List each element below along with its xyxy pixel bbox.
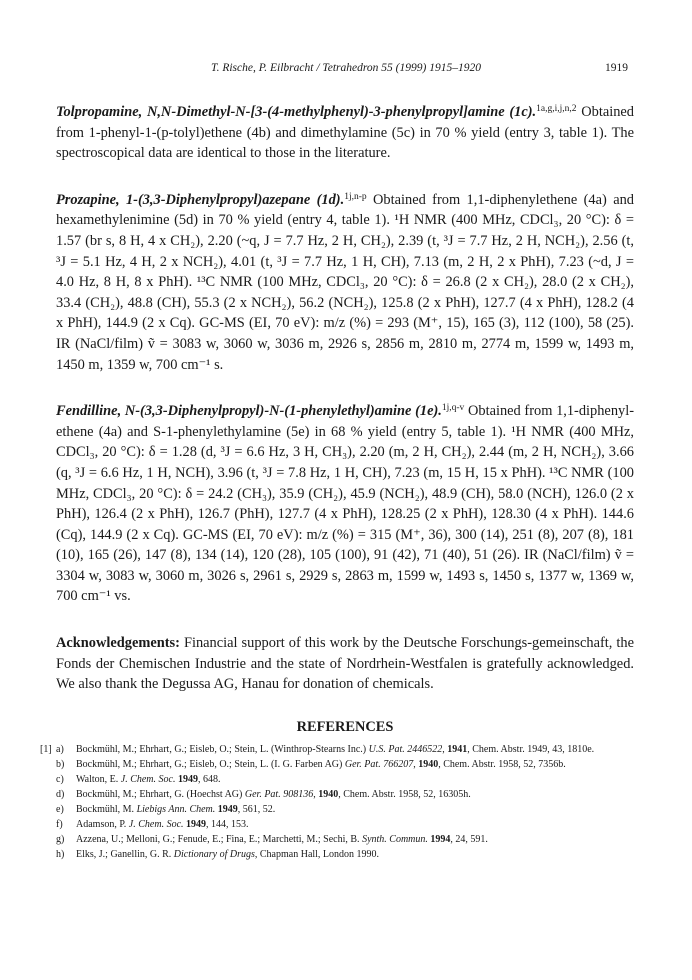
compound-text: Obtained from 1-phenyl-1-(p-tolyl)ethene (4b) and dimethylamine (5c) in 70 % yield (entry 3, table 1). The spectroscopical data are identical to those in the literature. — [56, 104, 634, 162]
compound-paragraph-tolpropamine — [56, 102, 634, 164]
reference-list — [40, 742, 634, 862]
compound-refs: 1a,g,i,j,n,2 — [536, 104, 577, 114]
page-number: 1919 — [605, 62, 628, 74]
reference-item: b) Bockmühl, M.; Ehrhart, G.; Eisleb, O.; Stein, L. (I. G. Farben AG) Ger. Pat. 766207, 1940, Chem. Abstr. 1958, 52, 7356b. — [56, 758, 566, 770]
acknowledgements-paragraph — [56, 633, 634, 695]
acknowledgements-label: Acknowledgements: — [56, 635, 180, 652]
page-header — [0, 62, 692, 78]
compound-paragraph-prozapine — [56, 190, 634, 375]
reference-number: [1] — [40, 743, 52, 755]
running-title: T. Rische, P. Eilbracht / Tetrahedron 55 (1999) 1915–1920 — [211, 62, 481, 74]
acknowledgements-text: Financial support of this work by the Deutsche Forschungs-gemeinschaft, the Fonds der Chemischen Industrie and the state of Nordrhein-Westfalen is gratefully acknowledged. We also thank the Degussa AG, Hanau for donation of chemicals. — [56, 635, 634, 693]
compound-refs: 1j,n-p — [344, 191, 367, 202]
article-body — [40, 102, 634, 862]
compound-title: Fendilline, N-(3,3-Diphenylpropyl)-N-(1-phenylethyl)amine (1e). — [56, 403, 442, 420]
reference-item: d) Bockmühl, M.; Ehrhart, G. (Hoechst AG) Ger. Pat. 908136, 1940, Chem. Abstr. 1958, 52, 16305h. — [56, 788, 471, 800]
compound-paragraph-fendilline — [56, 401, 634, 607]
compound-title: Tolpropamine, N,N-Dimethyl-N-[3-(4-methylphenyl)-3-phenylpropyl]amine (1c). — [56, 104, 537, 120]
compound-text: Obtained from 1,1-diphenylethene (4a) and hexamethylenimine (5d) in 70 % yield (entry 4, table 1). ¹H NMR (400 MHz, CDCl₃, 20 °C): δ = 1.57 (br s, 8 H, 4 x CH₂), 2.20 (~q, J = 7.7 Hz, 2 H, CH₂), 2.39 (t, ³J = 7.7 Hz, 2 H, NCH₂), 2.56 (t, ³J = 5.1 Hz, 4 H, 2 x NCH₂), 4.01 (t, ³J = 7.7 Hz, 1 H, CH), 7.13 (m, 2 H, 2 x PhH), 7.23 (~d, J = 4.0 Hz, 8 H, 8 x PhH). ¹³C NMR (100 MHz, CDCl₃, 20 °C): δ = 26.8 (2 x CH₂), 28.0 (2 x CH₂), 33.4 (CH₂), 48.8 (CH), 55.3 (2 x NCH₂), 56.2 (NCH₂), 125.8 (2 x PhH), 127.7 (4 x PhH), 128.2 (4 x PhH), 144.9 (2 x Cq). GC-MS (EI, 70 eV): m/z (%) = 293 (M⁺, 15), 165 (3), 112 (100), 58 (25). IR (NaCl/film) ṽ = 3083 w, 3060 w, 3036 m, 2926 s, 2856 m, 2810 m, 2774 m, 1599 w, 1493 m, 1450 m, 1359 w, 700 cm⁻¹ s. — [56, 191, 634, 373]
reference-item: g) Azzena, U.; Melloni, G.; Fenude, E.; Fina, E.; Marchetti, M.; Sechi, B. Synth. Commun. 1994, 24, 591. — [56, 833, 488, 845]
reference-item: a) Bockmühl, M.; Ehrhart, G.; Eisleb, O.; Stein, L. (Winthrop-Stearns Inc.) U.S. Pat. 2446522, 1941, Chem. Abstr. 1949, 43, 1810e. — [56, 743, 595, 755]
reference-item: h) Elks, J.; Ganellin, G. R. Dictionary of Drugs, Chapman Hall, London 1990. — [56, 848, 380, 860]
references-heading: REFERENCES — [296, 718, 394, 735]
reference-item: f) Adamson, P. J. Chem. Soc. 1949, 144, 153. — [56, 818, 249, 830]
reference-item: e) Bockmühl, M. Liebigs Ann. Chem. 1949, 561, 52. — [56, 803, 276, 815]
compound-text: Obtained from 1,1-diphenyl-ethene (4a) and S-1-phenylethylamine (5e) in 68 % yield (entry 5, table 1). ¹H NMR (400 MHz, CDCl₃, 20 °C): δ = 1.28 (d, ³J = 6.6 Hz, 3 H, CH₃), 2.20 (m, 2 H, CH₂), 2.44 (m, 2 H, NCH₂), 3.66 (q, ³J = 6.6 Hz, 1 H, NCH), 3.96 (t, ³J = 7.8 Hz, 1 H, CH), 7.23 (m, 15 H, 15 x PhH). ¹³C NMR (100 MHz, CDCl₃, 20 °C): δ = 24.2 (CH₃), 35.9 (CH₂), 45.9 (NCH₂), 48.9 (CH), 58.0 (NCH), 126.0 (2 x PhH), 126.4 (2 x PhH), 126.7 (PhH), 127.7 (4 x PhH), 128.25 (2 x PhH), 128.30 (4 x PhH). 144.6 (Cq), 144.9 (2 x Cq). GC-MS (EI, 70 eV): m/z (%) = 315 (M⁺, 36), 300 (14), 251 (8), 207 (8), 181 (10), 165 (26), 147 (8), 134 (14), 120 (28), 105 (100), 91 (42), 71 (40), 51 (26). IR (NaCl/film) ṽ = 3304 w, 3083 w, 3060 m, 3026 s, 2961 s, 2929 s, 2863 m, 1599 w, 1493 s, 1450 s, 1377 w, 1369 w, 700 cm⁻¹ vs. — [56, 403, 634, 605]
compound-refs: 1j,q-v — [441, 403, 465, 414]
compound-title: Prozapine, 1-(3,3-Diphenylpropyl)azepane (1d). — [56, 191, 345, 208]
reference-item: c) Walton, E. J. Chem. Soc. 1949, 648. — [56, 773, 221, 785]
